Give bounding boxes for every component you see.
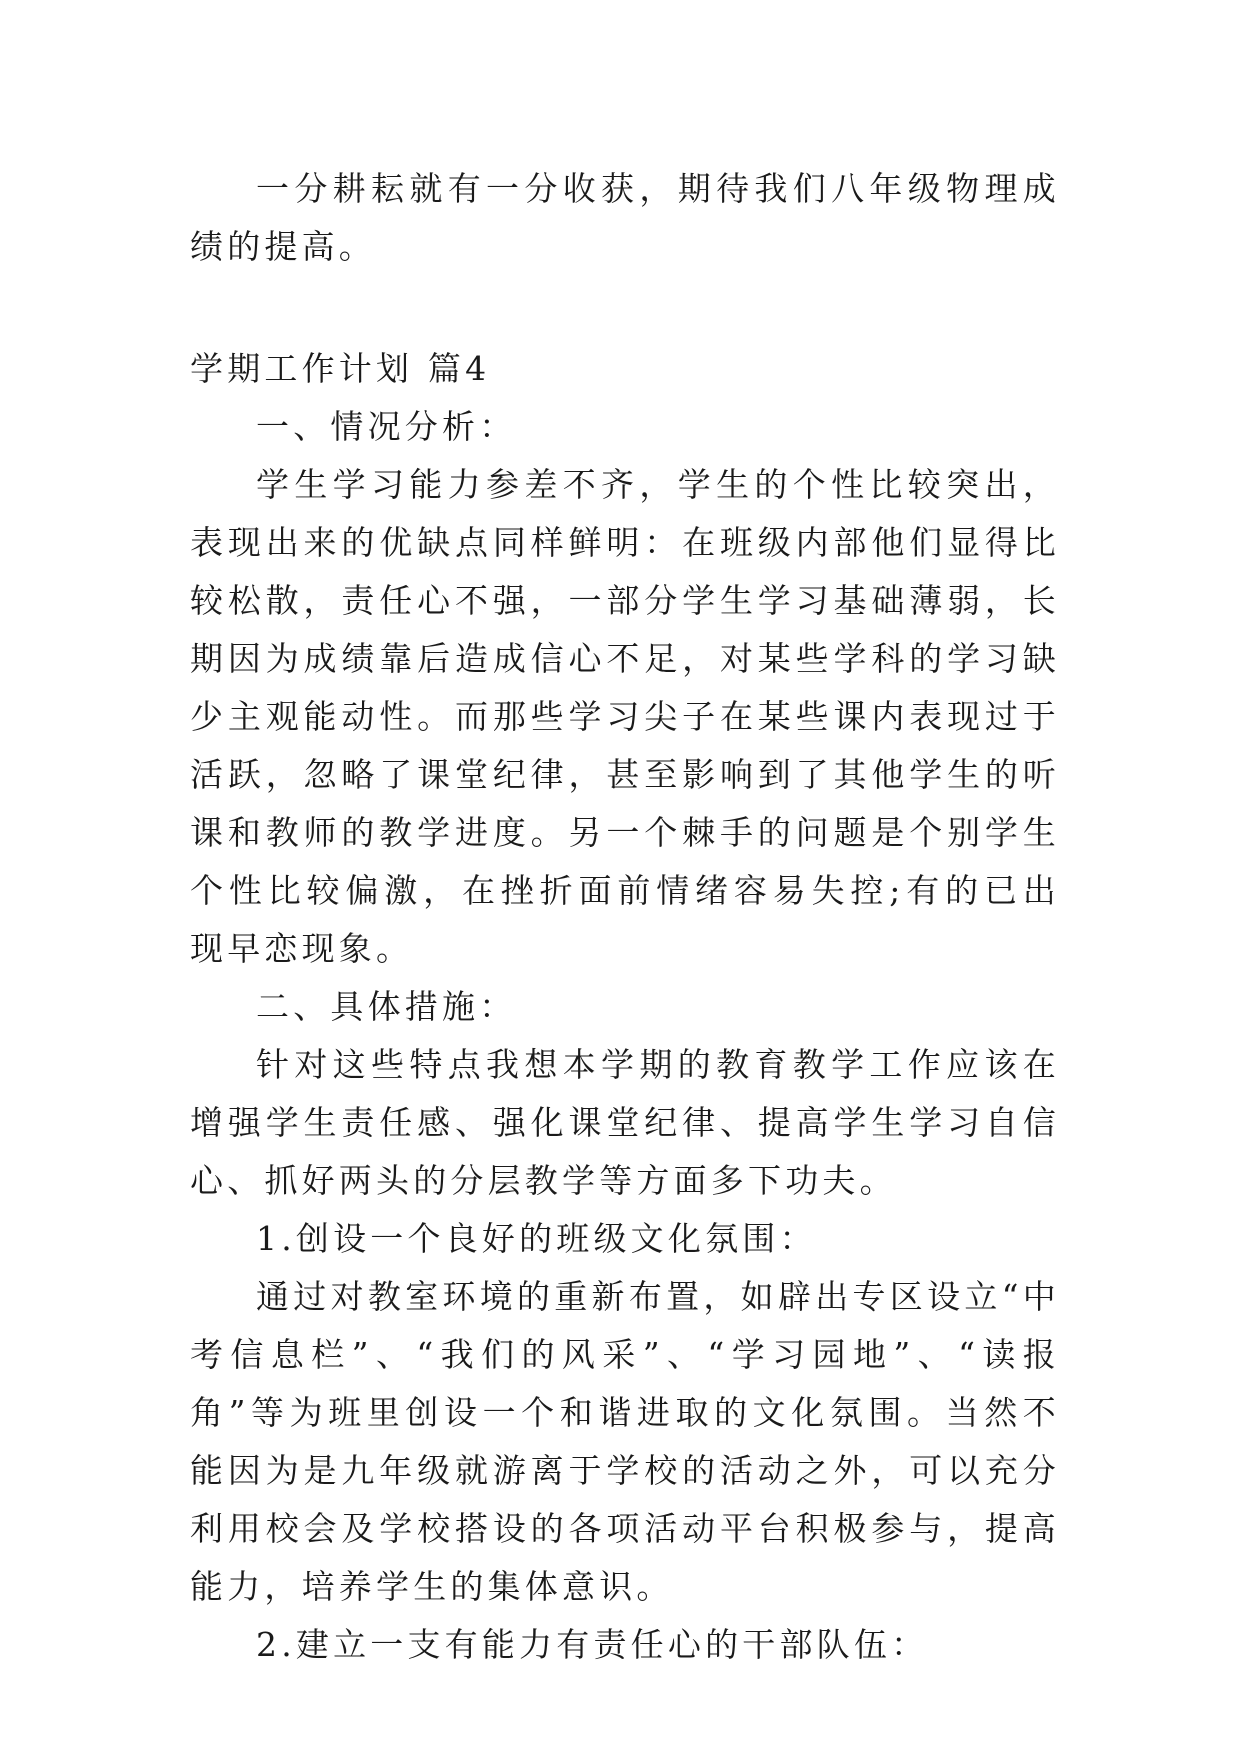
- paragraph-item-1: 通过对教室环境的重新布置，如辟出专区设立“中考信息栏”、“我们的风采”、“学习园地”、“读报角”等为班里创设一个和谐进取的文化氛围。当然不能因为是九年级就游离于学校的活动之外，可以充分利用校会及学校搭设的各项活动平台积极参与，提高能力，培养学生的集体意识。: [190, 1277, 1060, 1606]
- paragraph-gap: [190, 276, 1060, 340]
- document-page: [190, 160, 1060, 1674]
- heading-item-2: 2.建立一支有能力有责任心的干部队伍：: [256, 1625, 929, 1664]
- section-title: 学期工作计划 篇4: [190, 349, 491, 388]
- paragraph-measures: 针对这些特点我想本学期的教育教学工作应该在增强学生责任感、强化课堂纪律、提高学生学习自信心、抓好两头的分层教学等方面多下功夫。: [190, 1045, 1060, 1200]
- paragraph-situation: 学生学习能力参差不齐，学生的个性比较突出，表现出来的优缺点同样鲜明：在班级内部他们显得比较松散，责任心不强，一部分学生学习基础薄弱，长期因为成绩靠后造成信心不足，对某些学科的学习缺少主观能动性。而那些学习尖子在某些课内表现过于活跃，忽略了课堂纪律，甚至影响到了其他学生的听课和教师的教学进度。另一个棘手的问题是个别学生个性比较偏激，在挫折面前情绪容易失控;有的已出现早恋现象。: [190, 465, 1060, 968]
- heading-measures: 二、具体措施：: [256, 987, 517, 1026]
- heading-item-1: 1.创设一个良好的班级文化氛围：: [256, 1219, 817, 1258]
- heading-situation-analysis: 一、情况分析：: [256, 407, 517, 446]
- closing-paragraph: 一分耕耘就有一分收获，期待我们八年级物理成绩的提高。: [190, 169, 1060, 266]
